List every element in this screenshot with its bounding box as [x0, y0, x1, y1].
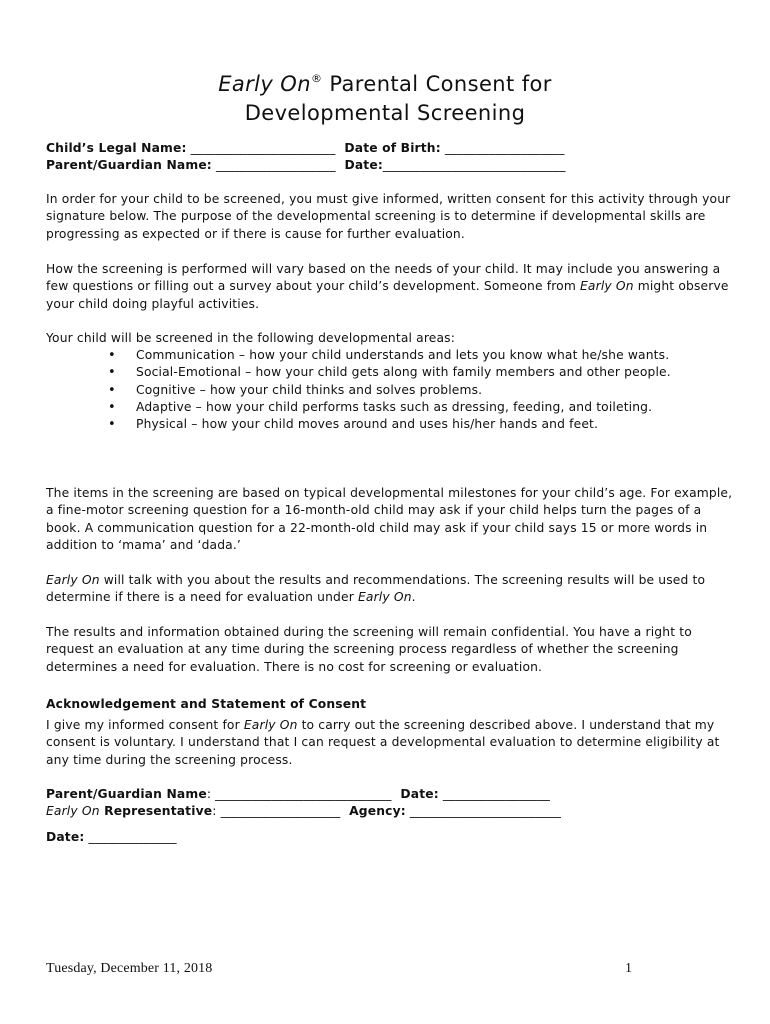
title-line-1 [0, 64, 770, 99]
confidentiality-paragraph: The results and information obtained during the screening will remain confidential. You have a right to request an evaluation at any time during the screening process regardless of whether the screening determines a need for evaluation. There is no cost for screening or evaluation. [46, 625, 692, 674]
milestones-paragraph: The items in the screening are based on typical developmental milestones for your child’s age. For example, a fine-motor screening question for a 16-month-old child may ask if your child helps turn the pages of a book. A communication question for a 22-month-old child may ask if your child says 15 or more words in addition to ‘mama’ and ‘dada.’ [46, 486, 733, 552]
sig-date-field[interactable]: _________________ [438, 787, 550, 801]
p2-end: might observe your child doing playful activities. [46, 279, 729, 311]
p2-brand: Early On [580, 279, 634, 294]
p5-brand-2: Early On [358, 590, 412, 605]
rep-date-field[interactable]: ______________ [84, 830, 177, 844]
page-title [0, 64, 770, 128]
footer-date: Tuesday, December 11, 2018 [46, 961, 213, 976]
consent-brand: Early On [243, 718, 298, 732]
agency-field[interactable]: ________________________ [405, 804, 562, 818]
sig-guardian-label: Parent/Guardian Name [46, 787, 207, 801]
list-item: • Social-Emotional – how your child gets along with family members and other people. [108, 364, 708, 381]
results-paragraph [46, 572, 736, 607]
rep-colon: : [212, 804, 217, 818]
list-item: • Communication – how your child understands and lets you know what he/she wants. [108, 347, 708, 364]
developmental-areas-list [108, 347, 708, 433]
consent-statement [46, 717, 736, 769]
signature-row-guardian [46, 786, 550, 803]
date-field[interactable]: _____________________________ [382, 158, 566, 172]
p5-end: . [411, 590, 416, 605]
consent-heading: Acknowledgement and Statement of Consent [46, 697, 367, 711]
dob-label: Date of Birth: [344, 141, 441, 155]
signature-row-date [46, 829, 177, 846]
child-name-field[interactable]: _______________________ [186, 141, 336, 155]
guardian-name-field[interactable]: ___________________ [211, 158, 336, 172]
list-item: • Physical – how your child moves around and uses his/her hands and feet. [108, 416, 708, 433]
rep-brand: Early On [46, 804, 100, 818]
sig-guardian-colon: : [206, 787, 212, 801]
sig-date-label: Date: [400, 787, 439, 801]
consent-text-end: to carry out the screening described above. I understand that my consent is voluntary. I understand that I can request a developmental evaluation to determine eligibility at any time during the screening process. [46, 718, 720, 767]
date-label: Date: [344, 158, 383, 172]
signature-row-representative [46, 803, 561, 820]
page-number: 1 [625, 961, 633, 976]
list-item: • Cognitive – how your child thinks and solves problems. [108, 382, 708, 399]
agency-label: Agency: [349, 804, 406, 818]
title-line-2: Developmental Screening [244, 101, 526, 125]
p5-brand: Early On [46, 573, 100, 587]
rep-field[interactable]: ___________________ [216, 804, 341, 818]
areas-intro: Your child will be screened in the following developmental areas: [46, 331, 456, 345]
registered-mark: ® [310, 72, 323, 85]
child-name-label: Child’s Legal Name: [46, 141, 187, 155]
child-info-row [46, 140, 565, 157]
rep-date-label: Date: [46, 830, 85, 844]
p2-start: How the screening is performed will vary based on the needs of your child. It may include you answering a few questions or filling out a survey about your child’s development. Someone from [46, 262, 721, 294]
rep-label: Representative [99, 804, 213, 818]
intro-paragraph: In order for your child to be screened, you must give informed, written consent for this activity through your signature below. The purpose of the developmental screening is to determine if developmental skills are progressing as expected or if there is cause for further evaluation. [46, 192, 731, 241]
dob-field[interactable]: ___________________ [440, 141, 565, 155]
p5-mid: will talk with you about the results and recommendations. The screening results will be used to determine if there is a need for evaluation under [46, 573, 706, 605]
consent-text-start: I give my informed consent for [46, 718, 244, 732]
title-line-1-rest: Parental Consent for [322, 72, 552, 96]
title-brand: Early On [218, 72, 311, 96]
guardian-name-label: Parent/Guardian Name: [46, 158, 212, 172]
list-item: • Adaptive – how your child performs tasks such as dressing, feeding, and toileting. [108, 399, 708, 416]
guardian-info-row [46, 157, 566, 174]
screening-method-paragraph [46, 261, 736, 313]
sig-guardian-field[interactable]: ____________________________ [211, 787, 392, 801]
